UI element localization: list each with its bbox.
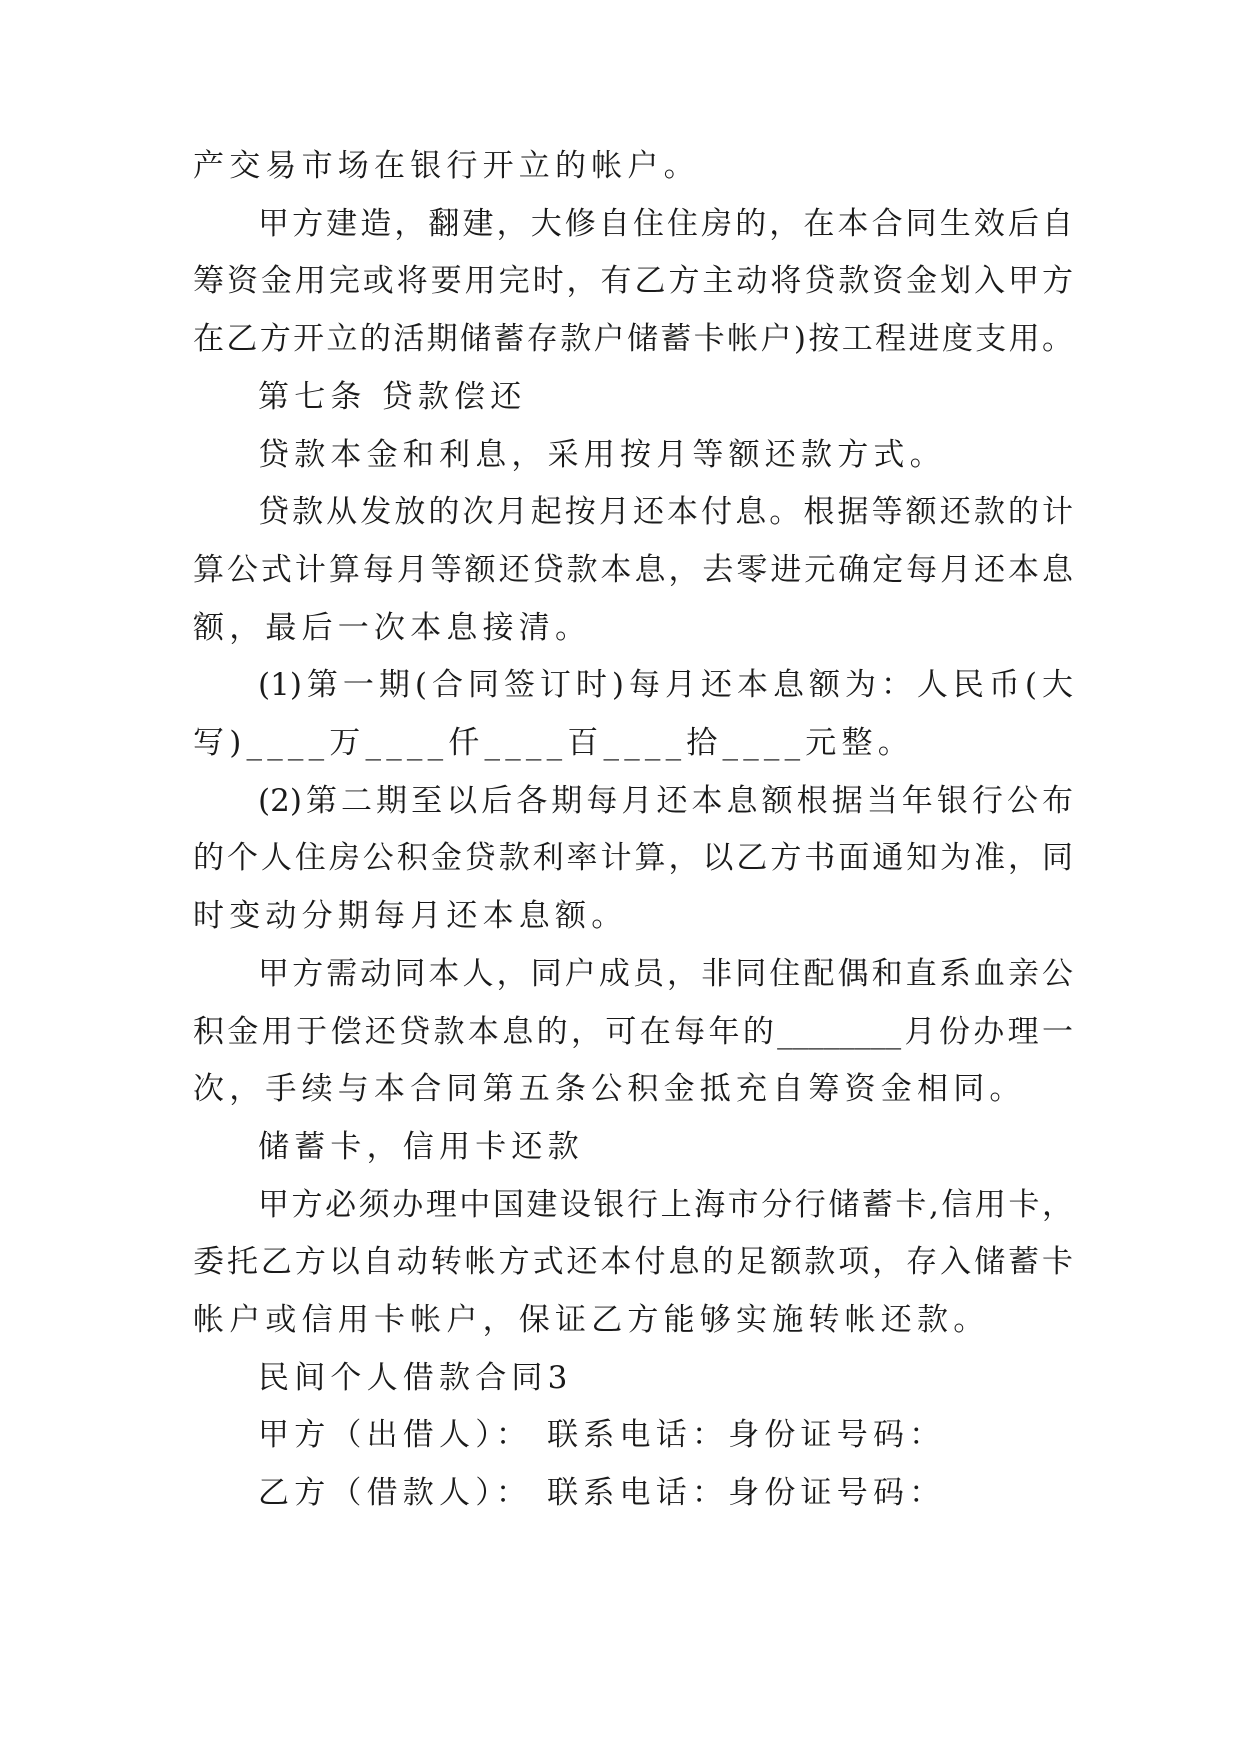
text-line: 产交易市场在银行开立的帐户。 [193, 148, 700, 184]
text-line: 的个人住房公积金贷款利率计算，以乙方书面通知为准，同 [193, 840, 1073, 877]
text-line: 额，最后一次本息接清。 [193, 609, 592, 646]
contract-title: 民间个人借款合同3 [258, 1359, 573, 1396]
text-line: 帐户或信用卡帐户，保证乙方能够实施转帐还款。 [193, 1302, 990, 1338]
text-line: 筹资金用完或将要用完时，有乙方主动将贷款资金划入甲方 [193, 263, 1073, 300]
text-line: 积金用于偿还贷款本息的，可在每年的________月份办理一 [193, 1013, 1073, 1050]
text-line: (2)第二期至以后各期每月还本息额根据当年银行公布 [258, 782, 1073, 819]
text-line: 次，手续与本合同第五条公积金抵充自筹资金相同。 [193, 1071, 1026, 1108]
text-line: 甲方建造，翻建，大修自住住房的，在本合同生效后自 [258, 205, 1073, 242]
party-b-line: 乙方（借款人）： 联系电话：身份证号码： [258, 1475, 946, 1512]
text-line: 在乙方开立的活期储蓄存款户储蓄卡帐户)按工程进度支用。 [193, 321, 1073, 358]
text-line: 甲方需动同本人，同户成员，非同住配偶和直系血亲公 [258, 955, 1073, 992]
text-line: 委托乙方以自动转帐方式还本付息的足额款项，存入储蓄卡 [193, 1244, 1073, 1281]
text-line: (1)第一期(合同签订时)每月还本息额为：人民币(大 [258, 667, 1073, 704]
text-line: 时变动分期每月还本息额。 [193, 898, 628, 935]
text-line: 算公式计算每月等额还贷款本息，去零进元确定每月还本息 [193, 551, 1073, 588]
text-line: 贷款从发放的次月起按月还本付息。根据等额还款的计 [258, 494, 1073, 531]
text-line: 贷款本金和利息，采用按月等额还款方式。 [258, 436, 946, 473]
text-line: 写)____万____仟____百____拾____元整。 [193, 725, 914, 761]
section-heading: 储蓄卡，信用卡还款 [258, 1128, 584, 1165]
party-a-line: 甲方（出借人）： 联系电话：身份证号码： [258, 1417, 946, 1454]
text-line: 甲方必须办理中国建设银行上海市分行储蓄卡,信用卡， [258, 1186, 1073, 1223]
section-heading: 第七条 贷款偿还 [258, 378, 527, 415]
